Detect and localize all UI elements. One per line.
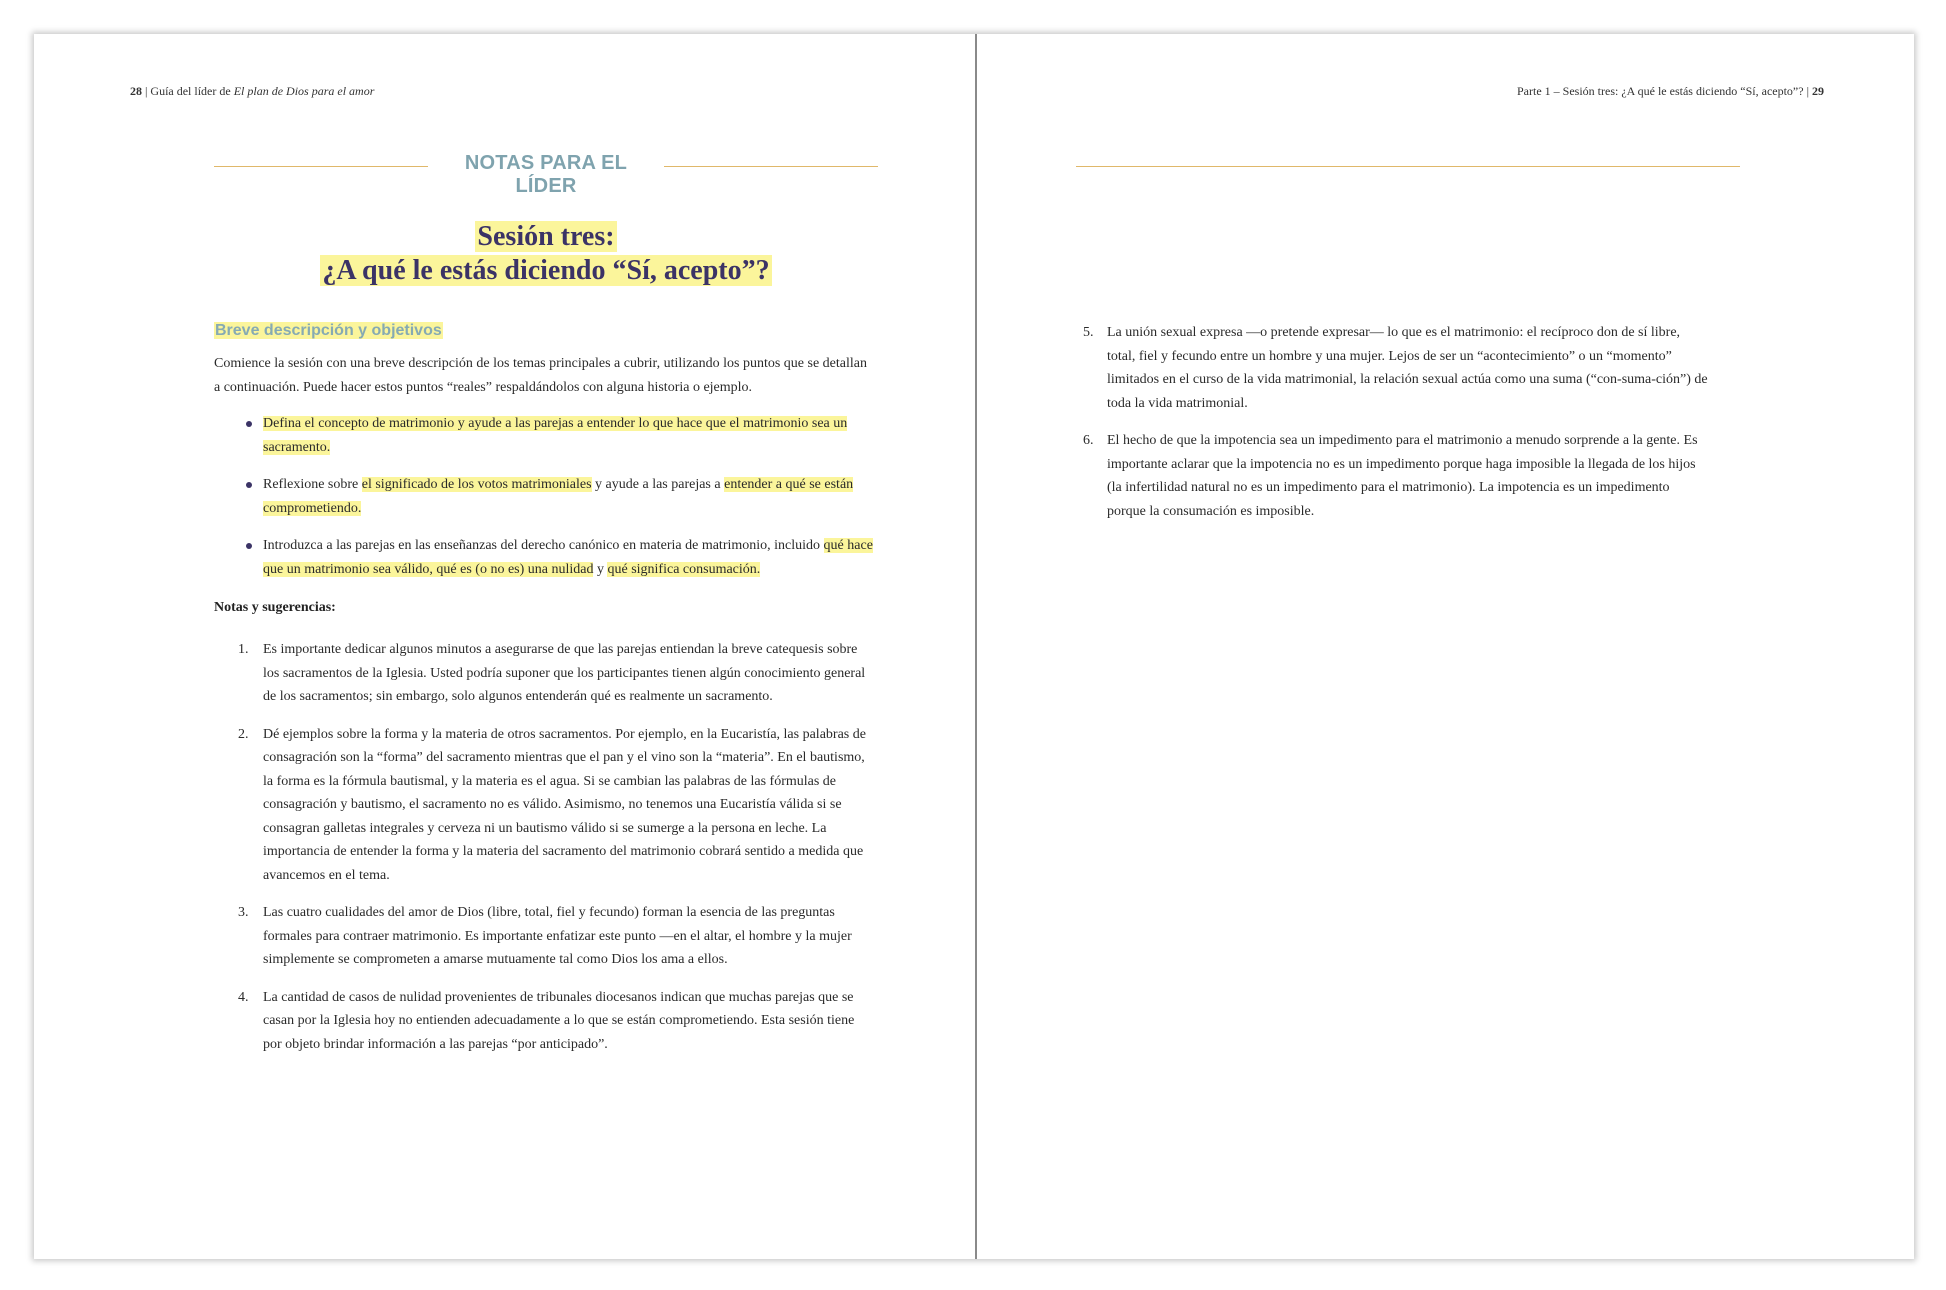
session-title-line2: ¿A qué le estás diciendo “Sí, acepto”? (322, 255, 770, 286)
list-item (214, 986, 874, 1057)
banner-rule-left (214, 166, 428, 167)
list-item (1059, 429, 1709, 523)
banner-title: NOTAS PARA EL LÍDER (464, 152, 628, 197)
item-number: 4. (238, 989, 249, 1005)
bullet-icon (246, 421, 252, 427)
left-page (34, 34, 975, 1259)
item-number: 1. (238, 642, 249, 657)
list-item (214, 638, 874, 709)
running-head: Guía del líder de (150, 84, 234, 98)
highlighted-text: entender a qué se están comprometiendo. (263, 477, 854, 516)
folio-separator: | (145, 84, 148, 98)
section-banner (214, 152, 878, 197)
item-text: La unión sexual expresa —o pretende expresar— lo que es el matrimonio: el recíproco don de sí libre, total, fiel y fecundo entre un hombre y una mujer. Lejos de ser un “acontecimiento” o un “momento” limitados en el curso de la vida matrimonial, la relación sexual actúa como una suma (“con-suma-ción”) de toda la vida matrimonial. (1107, 325, 1708, 411)
left-folio (130, 84, 374, 99)
session-title-line1: Sesión tres: (477, 221, 615, 252)
highlighted-text: Defina el concepto de matrimonio y ayude a las parejas a entender lo que hace que el matrimonio sea un sacramento. (263, 416, 848, 455)
highlighted-text: qué significa consumación. (607, 561, 761, 577)
list-item (214, 901, 874, 972)
notes-heading: Notas y sugerencias: (214, 600, 336, 615)
running-head-book-title: El plan de Dios para el amor (233, 84, 375, 98)
subheading (214, 322, 443, 340)
item-text: Las cuatro cualidades del amor de Dios (libre, total, fiel y fecundo) forman la esencia de las preguntas formales para contraer matrimonio. Es importante enfatizar este punto —en el altar, el hombre y la mujer simplemente se comprometen a amarse mutuamente tal como Dios los ama a ellos. (263, 905, 852, 967)
folio-separator: | (1806, 84, 1809, 98)
right-folio (1517, 84, 1824, 99)
item-text: Dé ejemplos sobre la forma y la materia de otros sacramentos. Por ejemplo, en la Eucaristía, las palabras de consagración son la “forma” del sacramento mientras que el pan y el vino son la “materia”. En el bautismo, la forma es la fórmula bautismal, y la materia es el agua. Si se cambian las palabras de las fórmulas de consagración y bautismo, el sacramento no es válido. Asimismo, no tenemos una Eucaristía válida si se consagran galletas integrales y cerveza ni un bautismo válido si se sumerge a la persona en leche. La importancia de entender la forma y la materia del sacramento del matrimonio cobrará sentido a medida que avancemos en el tema. (263, 726, 866, 883)
highlighted-text: qué hace que un matrimonio sea válido, qué es (o no es) una nulidad (263, 538, 873, 577)
section-rule (1076, 152, 1740, 182)
item-text: El hecho de que la impotencia sea un impedimento para el matrimonio a menudo sorprende a la gente. Es importante aclarar que la impotencia no es un impedimento porque haga imposible la llegada de los hijos (la infertilidad natural no es un impedimento para el matrimonio). La impotencia es un impedimento porque la consumación es imposible. (1107, 433, 1698, 519)
banner-rule (1076, 166, 1740, 167)
item-text: Es importante dedicar algunos minutos a asegurarse de que las parejas entiendan la breve catequesis sobre los sacramentos de la Iglesia. Usted podría suponer que los participantes tienen algún conocimiento general de los sacramentos; sin embargo, solo algunos entenderán qué es realmente un sacramento. (263, 642, 866, 704)
list-item (214, 723, 874, 888)
bullet-text: y ayude a las parejas a (591, 477, 725, 492)
intro-paragraph: Comience la sesión con una breve descripción de los temas principales a cubrir, utilizando los puntos que se detallan a continuación. Puede hacer estos puntos “reales” respaldándolos con alguna historia o ejemplo. (214, 356, 867, 395)
list-item (214, 534, 874, 581)
highlighted-text: el significado de los votos matrimoniales (361, 477, 592, 492)
running-head: Parte 1 – Sesión tres: ¿A qué le estás diciendo “Sí, acepto”? (1517, 84, 1804, 98)
subheading-text: Breve descripción y objetivos (215, 322, 442, 339)
banner-rule-right (664, 166, 878, 167)
notes-list-continued (1059, 321, 1709, 537)
item-number: 3. (238, 905, 249, 920)
list-item (214, 412, 874, 459)
list-item (214, 473, 874, 520)
objectives-list (214, 412, 874, 595)
item-number: 6. (1083, 433, 1094, 448)
bullet-text: y (593, 561, 608, 577)
right-page (977, 34, 1914, 1259)
notes-list (214, 638, 874, 1070)
bullet-icon (246, 482, 252, 488)
page-number: 28 (130, 84, 142, 98)
list-item (1059, 321, 1709, 415)
item-number: 5. (1083, 325, 1094, 340)
bullet-text: Reflexione sobre (263, 477, 362, 492)
session-title (214, 220, 878, 288)
item-number: 2. (238, 726, 249, 742)
page-number: 29 (1812, 84, 1824, 98)
bullet-text: Introduzca a las parejas en las enseñanzas del derecho canónico en materia de matrimonio, incluido (263, 538, 824, 553)
item-text: La cantidad de casos de nulidad provenientes de tribunales diocesanos indican que muchas parejas que se casan por la Iglesia hoy no entienden adecuadamente a lo que se están comprometiendo. Esta sesión tiene por objeto brindar información a las parejas “por anticipado”. (263, 989, 855, 1052)
bullet-icon (246, 543, 252, 549)
